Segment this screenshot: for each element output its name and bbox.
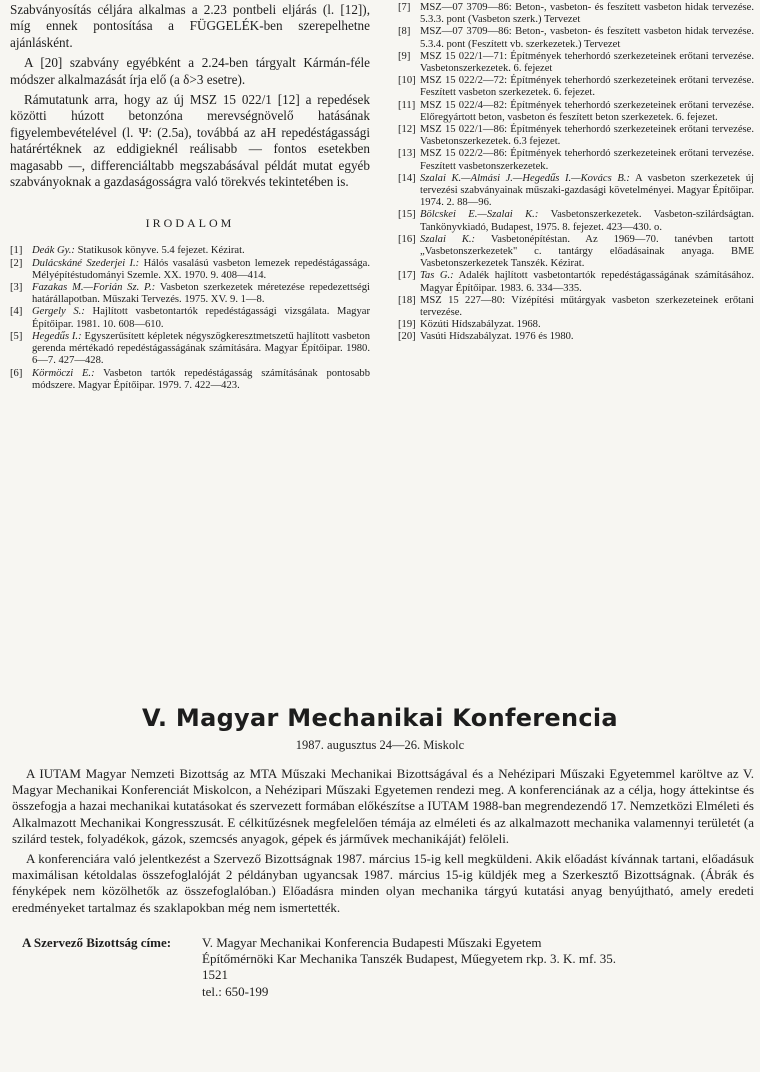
reference-item — [398, 234, 754, 271]
reference-item — [398, 209, 754, 233]
left-reference-list — [10, 245, 370, 391]
reference-text: Hajlított vasbetontartók repedéstágassági vizsgálata. Magyar Építőipar. 1981. 10. 608—610. — [32, 306, 370, 330]
reference-number: [5] — [10, 330, 23, 342]
reference-number: [14] — [398, 172, 416, 184]
reference-text: MSZ 15 227—80: Vízépítési műtárgyak vasbeton szerkezeteinek erőtani tervezése. — [420, 294, 754, 319]
reference-number: [15] — [398, 209, 416, 221]
conference-announcement — [12, 766, 754, 920]
reference-number: [19] — [398, 319, 416, 331]
reference-text: Statikusok könyve. 5.4 fejezet. Kézirat. — [77, 245, 245, 257]
reference-item — [398, 124, 754, 148]
reference-text: MSZ—07 3709—86: Beton-, vasbeton- és feszített vasbeton hidak tervezése. 5.3.3. pont (Vasbeton szerk.) Tervezet — [420, 2, 754, 26]
reference-item — [10, 331, 370, 368]
reference-item — [10, 245, 370, 257]
reference-number: [20] — [398, 331, 416, 343]
reference-text: Egyszerűsített képletek négyszögkeresztmetszetű hajlított vasbeton gerenda mértékadó repedéstágasságának számítására. Magyar Építőipar. 1980. 6—7. 427—428. — [32, 330, 371, 367]
reference-text: Vasbetonszerkezetek. Vasbeton-szilárdságtan. Tankönyvkiadó, Budapest, 1975. 8. fejezet. 423—430. o. — [420, 209, 754, 233]
reference-number: [12] — [398, 124, 416, 136]
reference-item — [398, 173, 754, 210]
reference-text: MSZ 15 022/2—72: Építmények teherhordó szerkezeteinek erőtani tervezése. Feszített vasbeton szerkezetek. 6. fejezet. — [420, 75, 754, 99]
right-reference-list — [398, 2, 754, 344]
reference-text: Közúti Hídszabályzat. 1968. — [420, 319, 541, 331]
reference-number: [11] — [398, 99, 416, 111]
address-lines — [202, 935, 754, 1000]
left-column — [10, 2, 370, 392]
conference-paragraph-2: A konferenciára való jelentkezést a Szervező Bizottságnak 1987. március 15-ig kell megküldeni. Akik előadást kívánnak tartani, előadásuk maximálisan kétoldalas összefoglalóját 2 példányban ugyancsak 1987. március 15-ig küldjék meg a Szerkesztő Bizottságnak. (Ábrák és fényképek nem közölhetők az összefoglalóban.) Előadásra minden olyan mechanika tárgyú kutatási anyag benyújtható, amely eredeti eredményeket tartalmaz és szaklapokban még nem ismertették. — [12, 851, 754, 915]
reference-number: [8] — [398, 26, 411, 38]
reference-item — [10, 368, 370, 392]
reference-text: Vasúti Hídszabályzat. 1976 és 1980. — [420, 331, 574, 343]
reference-text: Vasbeton szerkezetek méretezése repedezettségi határállapotban. Műszaki Tervezés. 1975. XV. 9. 1—8. — [32, 282, 370, 306]
reference-text: MSZ—07 3709—86: Beton-, vasbeton- és feszített vasbeton hidak tervezése. 5.3.4. pont (Feszített vb. szerkezetek.) Tervezet — [420, 26, 754, 50]
reference-item — [398, 26, 754, 50]
reference-number: [17] — [398, 270, 416, 282]
address-label: A Szervező Bizottság címe: — [22, 935, 172, 950]
reference-number: [9] — [398, 50, 411, 62]
reference-author: Deák Gy.: — [32, 245, 75, 257]
reference-item — [398, 100, 754, 124]
reference-number: [3] — [10, 282, 23, 294]
reference-item — [10, 258, 370, 282]
reference-text: MSZ 15 022/2—86: Építmények teherhordó szerkezeteinek erőtani tervezése. Feszített vasbetonszerkezetek. — [420, 148, 754, 172]
reference-item — [398, 148, 754, 172]
address-line: tel.: 650-199 — [202, 983, 269, 999]
reference-author: Gergely S.: — [32, 306, 85, 318]
reference-author: Hegedűs I.: — [32, 330, 82, 342]
reference-number: [18] — [398, 294, 416, 306]
reference-text: A vasbeton szerkezetek új tervezési szabványainak műszaki-gazdasági követelményei. Magyar Építőipar. 1974. 2. 88—96. — [420, 172, 754, 209]
reference-item — [398, 75, 754, 99]
conference-date: 1987. augusztus 24—26. Miskolc — [295, 738, 465, 752]
reference-author: Fazakas M.—Forián Sz. P.: — [32, 282, 156, 294]
references-heading: IRODALOM — [145, 216, 235, 231]
reference-number: [7] — [398, 2, 411, 13]
conference-paragraph-1: A IUTAM Magyar Nemzeti Bizottság az MTA Műszaki Mechanikai Bizottságával és a Nehézipari Műszaki Egyetemmel karöltve az V. Magyar Mechanikai Konferenciát Miskolcon, a Nehézipari Műszaki Egyetemen rendezi meg. A konferenciának az a célja, hogy áttekintse és összefogja a hazai mechanikai kutatásokat és szervezett formában előkészítse a IUTAM 1988-ban megrendezendő 17. Nemzetközi Elméleti és Alkalmazott Mechanikai Kongresszusát. E célkitűzésnek megfelelően témája az elméleti és az alkalmazott mechanika valamennyi területét (a szilárd testek, folyadékok, gázok, szemcsés anyagok, gépek és járművek mechanikáját) felöleli. — [12, 766, 754, 846]
reference-item — [10, 306, 370, 330]
right-column — [398, 2, 754, 344]
reference-number: [16] — [398, 233, 416, 245]
reference-item — [398, 270, 754, 294]
reference-text: Vasbetonépítéstan. Az 1969—70. tanévben tartott „Vasbetonszerkezetek" c. tantárgy előadásainak anyaga. BME Vasbetonszerkezetek Tanszék. Kézirat. — [420, 233, 755, 270]
reference-author: Szalai K.—Almási J.—Hegedűs I.—Kovács B.: — [420, 172, 630, 184]
address-line: Építőmérnöki Kar Mechanika Tanszék Budapest, Műegyetem rkp. 3. K. mf. 35. — [202, 951, 617, 967]
reference-text: Adalék hajlított vasbetontartók repedéstágasságának számításához. Magyar Építőipar. 1983. 6. 334—335. — [420, 270, 754, 294]
left-paragraph-3: Rámutatunk arra, hogy az új MSZ 15 022/1 [12] a repedések közötti húzott betonzóna merevségnövelő hatásának figyelembevételével (l. Ψ: (2.5a), továbbá az aH repedéstágassági határértéknek az eddigieknél reálisabb — fontos esetekben magasabb —, differenciáltabb megszabásával példát mutat egyéb szabványoknak a gazdaságosságra való törekvés tekintetében is. — [10, 92, 370, 190]
reference-text: MSZ 15 022/4—82: Építmények teherhordó szerkezeteinek erőtani tervezése. Előregyártott beton, vasbeton és feszített beton szerkezetek. 6. fejezet. — [420, 99, 754, 123]
reference-item — [398, 51, 754, 75]
reference-number: [2] — [10, 257, 23, 269]
reference-author: Dulácskáné Szederjei I.: — [32, 257, 140, 269]
reference-number: [10] — [398, 75, 416, 87]
address-line: V. Magyar Mechanikai Konferencia Budapesti Műszaki Egyetem — [202, 935, 542, 950]
reference-author: Bölcskei E.—Szalai K.: — [420, 209, 539, 221]
reference-item — [398, 2, 754, 26]
reference-item — [10, 282, 370, 306]
reference-text: Hálós vasalású vasbeton lemezek repedéstágassága. Mélyépítéstudományi Szemle. XX. 1970. 9. 408—414. — [32, 257, 371, 281]
conference-title: V. Magyar Mechanikai Konferencia — [142, 704, 618, 732]
left-paragraph-2: A [20] szabvány egyébként a 2.24-ben tárgyalt Kármán-féle módszer alkalmazását írja elő (a δ>3 esetre). — [10, 55, 370, 87]
reference-text: Vasbeton tartók repedéstágasság számításának pontosabb módszere. Magyar Építőipar. 1979. 7. 422—423. — [32, 367, 370, 391]
reference-number: [6] — [10, 367, 23, 379]
reference-author: Körmöczi E.: — [32, 367, 95, 379]
reference-author: Tas G.: — [420, 270, 454, 282]
reference-item — [398, 295, 754, 319]
reference-text: MSZ 15 022/1—71: Építmények teherhordó szerkezeteinek erőtani tervezése. Vasbetonszerkezetek. 6. fejezet — [420, 50, 754, 75]
reference-item — [398, 331, 754, 343]
reference-number: [1] — [10, 245, 23, 257]
address-line: 1521 — [202, 967, 228, 983]
reference-text: MSZ 15 022/1—86: Építmények teherhordó szerkezeteinek erőtani tervezése. Vasbetonszerkezetek. 6.3 fejezet. — [420, 124, 754, 148]
reference-number: [13] — [398, 148, 416, 160]
reference-author: Szalai K.: — [420, 233, 476, 245]
left-paragraph-1: Szabványosítás céljára alkalmas a 2.23 pontbeli eljárás (l. [12]), míg ennek pontosítása a FÜGGELÉK-ben szerepelhetne ajánlásként. — [10, 2, 370, 50]
reference-number: [4] — [10, 306, 23, 318]
reference-item — [398, 319, 754, 331]
